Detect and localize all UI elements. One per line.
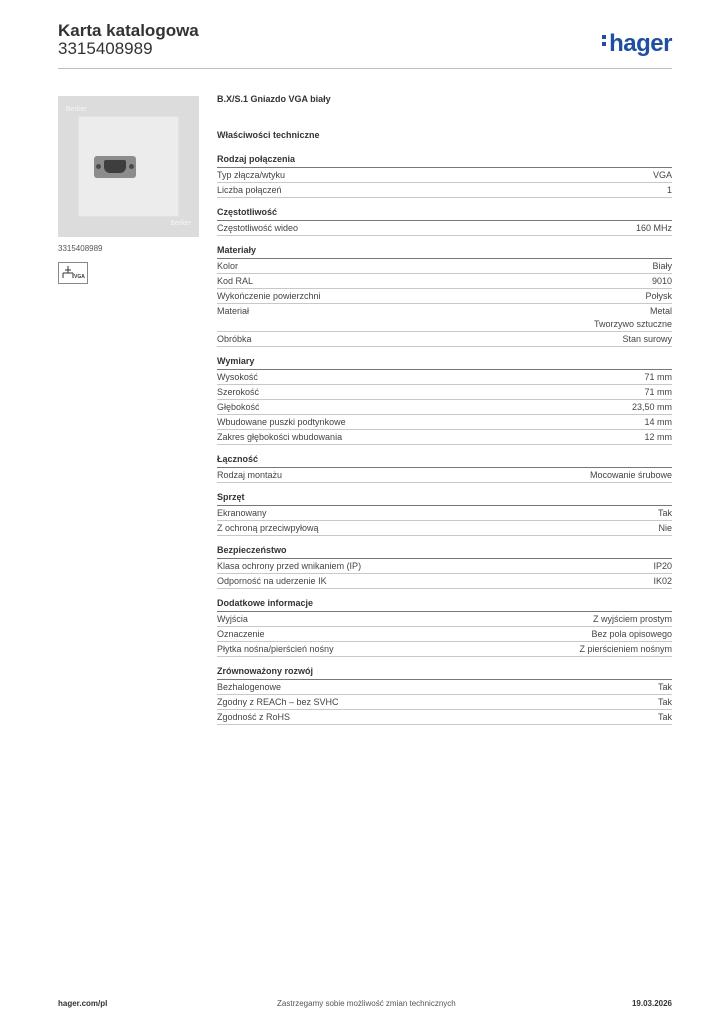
screw-icon: [96, 164, 101, 169]
spec-row: [217, 710, 672, 725]
spec-group-name: Dodatkowe informacje: [217, 597, 672, 612]
logo-dots-icon: [602, 32, 607, 49]
vga-port: [104, 160, 126, 173]
spec-value: [652, 260, 672, 273]
spec-row: [217, 385, 672, 400]
spec-label: Materiał: [217, 306, 250, 316]
spec-value: [591, 628, 672, 641]
spec-value: [667, 184, 672, 197]
spec-group-name: Bezpieczeństwo: [217, 544, 672, 559]
spec-value-line: IK02: [653, 576, 672, 586]
spec-value-line: 71 mm: [644, 387, 672, 397]
spec-value-line: Mocowanie śrubowe: [589, 470, 672, 480]
spec-row: [217, 430, 672, 445]
socket-plate: [78, 116, 179, 217]
spec-value: [653, 169, 672, 182]
spec-value-line: Stan surowy: [622, 334, 672, 344]
spec-row: [217, 332, 672, 347]
spec-value-line: Tak: [657, 508, 672, 518]
spec-row: [217, 304, 672, 332]
brand-mark-top: Berker: [66, 106, 87, 113]
spec-row: [217, 370, 672, 385]
spec-label: Ekranowany: [217, 508, 267, 518]
spec-label: Wyjścia: [217, 614, 248, 624]
spec-value-line: Z pierścieniem nośnym: [579, 644, 672, 654]
spec-value: [644, 386, 672, 399]
header-divider: [58, 68, 672, 69]
spec-label: Typ złącza/wtyku: [217, 170, 286, 180]
spec-row: [217, 415, 672, 430]
spec-label: Wysokość: [217, 372, 258, 382]
spec-label: Rodzaj montażu: [217, 470, 283, 480]
spec-value: [622, 333, 672, 346]
spec-label: Obróbka: [217, 334, 252, 344]
spec-value: [658, 522, 672, 535]
spec-group-name: Łączność: [217, 453, 672, 468]
spec-group-name: Wymiary: [217, 355, 672, 370]
spec-value: [636, 222, 672, 235]
spec-value-line: Tak: [657, 712, 672, 722]
spec-value-line: Tak: [657, 682, 672, 692]
spec-label: Bezhalogenowe: [217, 682, 282, 692]
spec-label: Wbudowane puszki podtynkowe: [217, 417, 346, 427]
spec-value: [632, 401, 672, 414]
spec-value-line: Nie: [658, 523, 672, 533]
footer-date: 19.03.2026: [631, 999, 672, 1008]
spec-group: [217, 206, 672, 236]
spec-value: [658, 711, 672, 724]
spec-value: [590, 469, 672, 482]
spec-row: [217, 221, 672, 236]
spec-value-line: VGA: [652, 170, 672, 180]
spec-label: Kolor: [217, 261, 239, 271]
spec-value: [644, 416, 672, 429]
spec-row: [217, 642, 672, 657]
vga-connector-icon: [94, 156, 136, 178]
section-title: Właściwości techniczne: [217, 130, 320, 140]
spec-row: [217, 521, 672, 536]
spec-label: Częstotliwość wideo: [217, 223, 299, 233]
spec-label: Płytka nośna/pierścień nośny: [217, 644, 334, 654]
spec-group: [217, 153, 672, 198]
spec-value-line: Metal: [649, 306, 672, 316]
spec-label: Zgodny z REACh – bez SVHC: [217, 697, 339, 707]
spec-value-line: 71 mm: [644, 372, 672, 382]
spec-row: [217, 680, 672, 695]
spec-group: [217, 665, 672, 725]
spec-label: Z ochroną przeciwpyłową: [217, 523, 319, 533]
spec-group-name: Częstotliwość: [217, 206, 672, 221]
screw-icon: [129, 164, 134, 169]
spec-group-name: Materiały: [217, 244, 672, 259]
spec-value-line: Tworzywo sztuczne: [593, 319, 672, 329]
spec-group: [217, 355, 672, 445]
hager-logo: [602, 30, 672, 58]
spec-row: [217, 468, 672, 483]
spec-row: [217, 183, 672, 198]
spec-value: [579, 643, 672, 656]
spec-value: [645, 290, 672, 303]
spec-value-line: Bez pola opisowego: [591, 629, 672, 639]
spec-groups: [217, 153, 672, 725]
product-image: [58, 96, 199, 237]
spec-value-line: 9010: [651, 276, 672, 286]
spec-label: Liczba połączeń: [217, 185, 282, 195]
spec-row: [217, 259, 672, 274]
spec-group: [217, 244, 672, 347]
spec-value-line: 12 mm: [644, 432, 672, 442]
brand-mark-bottom: Berker: [170, 220, 191, 227]
spec-value: [658, 507, 672, 520]
spec-value-line: IP20: [653, 561, 672, 571]
spec-label: Szerokość: [217, 387, 260, 397]
spec-row: [217, 612, 672, 627]
spec-group: [217, 544, 672, 589]
socket-symbol-icon: [61, 265, 75, 279]
spec-value: [644, 431, 672, 444]
spec-value-line: 160 MHz: [635, 223, 672, 233]
spec-sheet: [217, 94, 672, 733]
spec-row: [217, 289, 672, 304]
symbol-label: VGA: [74, 274, 85, 280]
spec-value: [658, 681, 672, 694]
footer-notice: Zastrzegamy sobie możliwość zmian technicznych: [277, 999, 456, 1008]
spec-value: [593, 613, 672, 626]
spec-value: [594, 305, 672, 331]
spec-row: [217, 559, 672, 574]
spec-row: [217, 400, 672, 415]
footer-url[interactable]: hager.com/pl: [58, 999, 108, 1008]
spec-label: Wykończenie powierzchni: [217, 291, 321, 301]
spec-label: Zgodność z RoHS: [217, 712, 291, 722]
spec-row: [217, 506, 672, 521]
spec-row: [217, 695, 672, 710]
spec-label: Odporność na uderzenie IK: [217, 576, 327, 586]
spec-value: [644, 371, 672, 384]
spec-label: Klasa ochrony przed wnikaniem (IP): [217, 561, 362, 571]
spec-value-line: Tak: [657, 697, 672, 707]
spec-group-name: Sprzęt: [217, 491, 672, 506]
spec-value-line: Z wyjściem prostym: [592, 614, 672, 624]
spec-value: [653, 560, 672, 573]
product-code: 3315408989: [58, 39, 153, 58]
spec-label: Głębokość: [217, 402, 260, 412]
spec-row: [217, 274, 672, 289]
spec-label: Kod RAL: [217, 276, 254, 286]
spec-value: [658, 696, 672, 709]
spec-group: [217, 597, 672, 657]
logo-text: hager: [609, 30, 672, 57]
spec-value-line: Połysk: [645, 291, 672, 301]
spec-value-line: 1: [666, 185, 672, 195]
spec-row: [217, 574, 672, 589]
spec-value-line: 23,50 mm: [631, 402, 672, 412]
product-title: B.X/S.1 Gniazdo VGA biały: [217, 94, 331, 104]
vga-symbol-icon: [58, 262, 88, 284]
spec-row: [217, 627, 672, 642]
spec-group-name: Zrównoważony rozwój: [217, 665, 672, 680]
spec-label: Oznaczenie: [217, 629, 265, 639]
spec-value-line: 14 mm: [644, 417, 672, 427]
spec-group: [217, 491, 672, 536]
spec-row: [217, 168, 672, 183]
image-caption: 3315408989: [58, 244, 103, 253]
spec-group-name: Rodzaj połączenia: [217, 153, 672, 168]
spec-value: [653, 575, 672, 588]
spec-group: [217, 453, 672, 483]
spec-value-line: Biały: [652, 261, 672, 271]
spec-label: Zakres głębokości wbudowania: [217, 432, 343, 442]
spec-value: [652, 275, 672, 288]
document-title: Karta katalogowa: [58, 21, 199, 40]
